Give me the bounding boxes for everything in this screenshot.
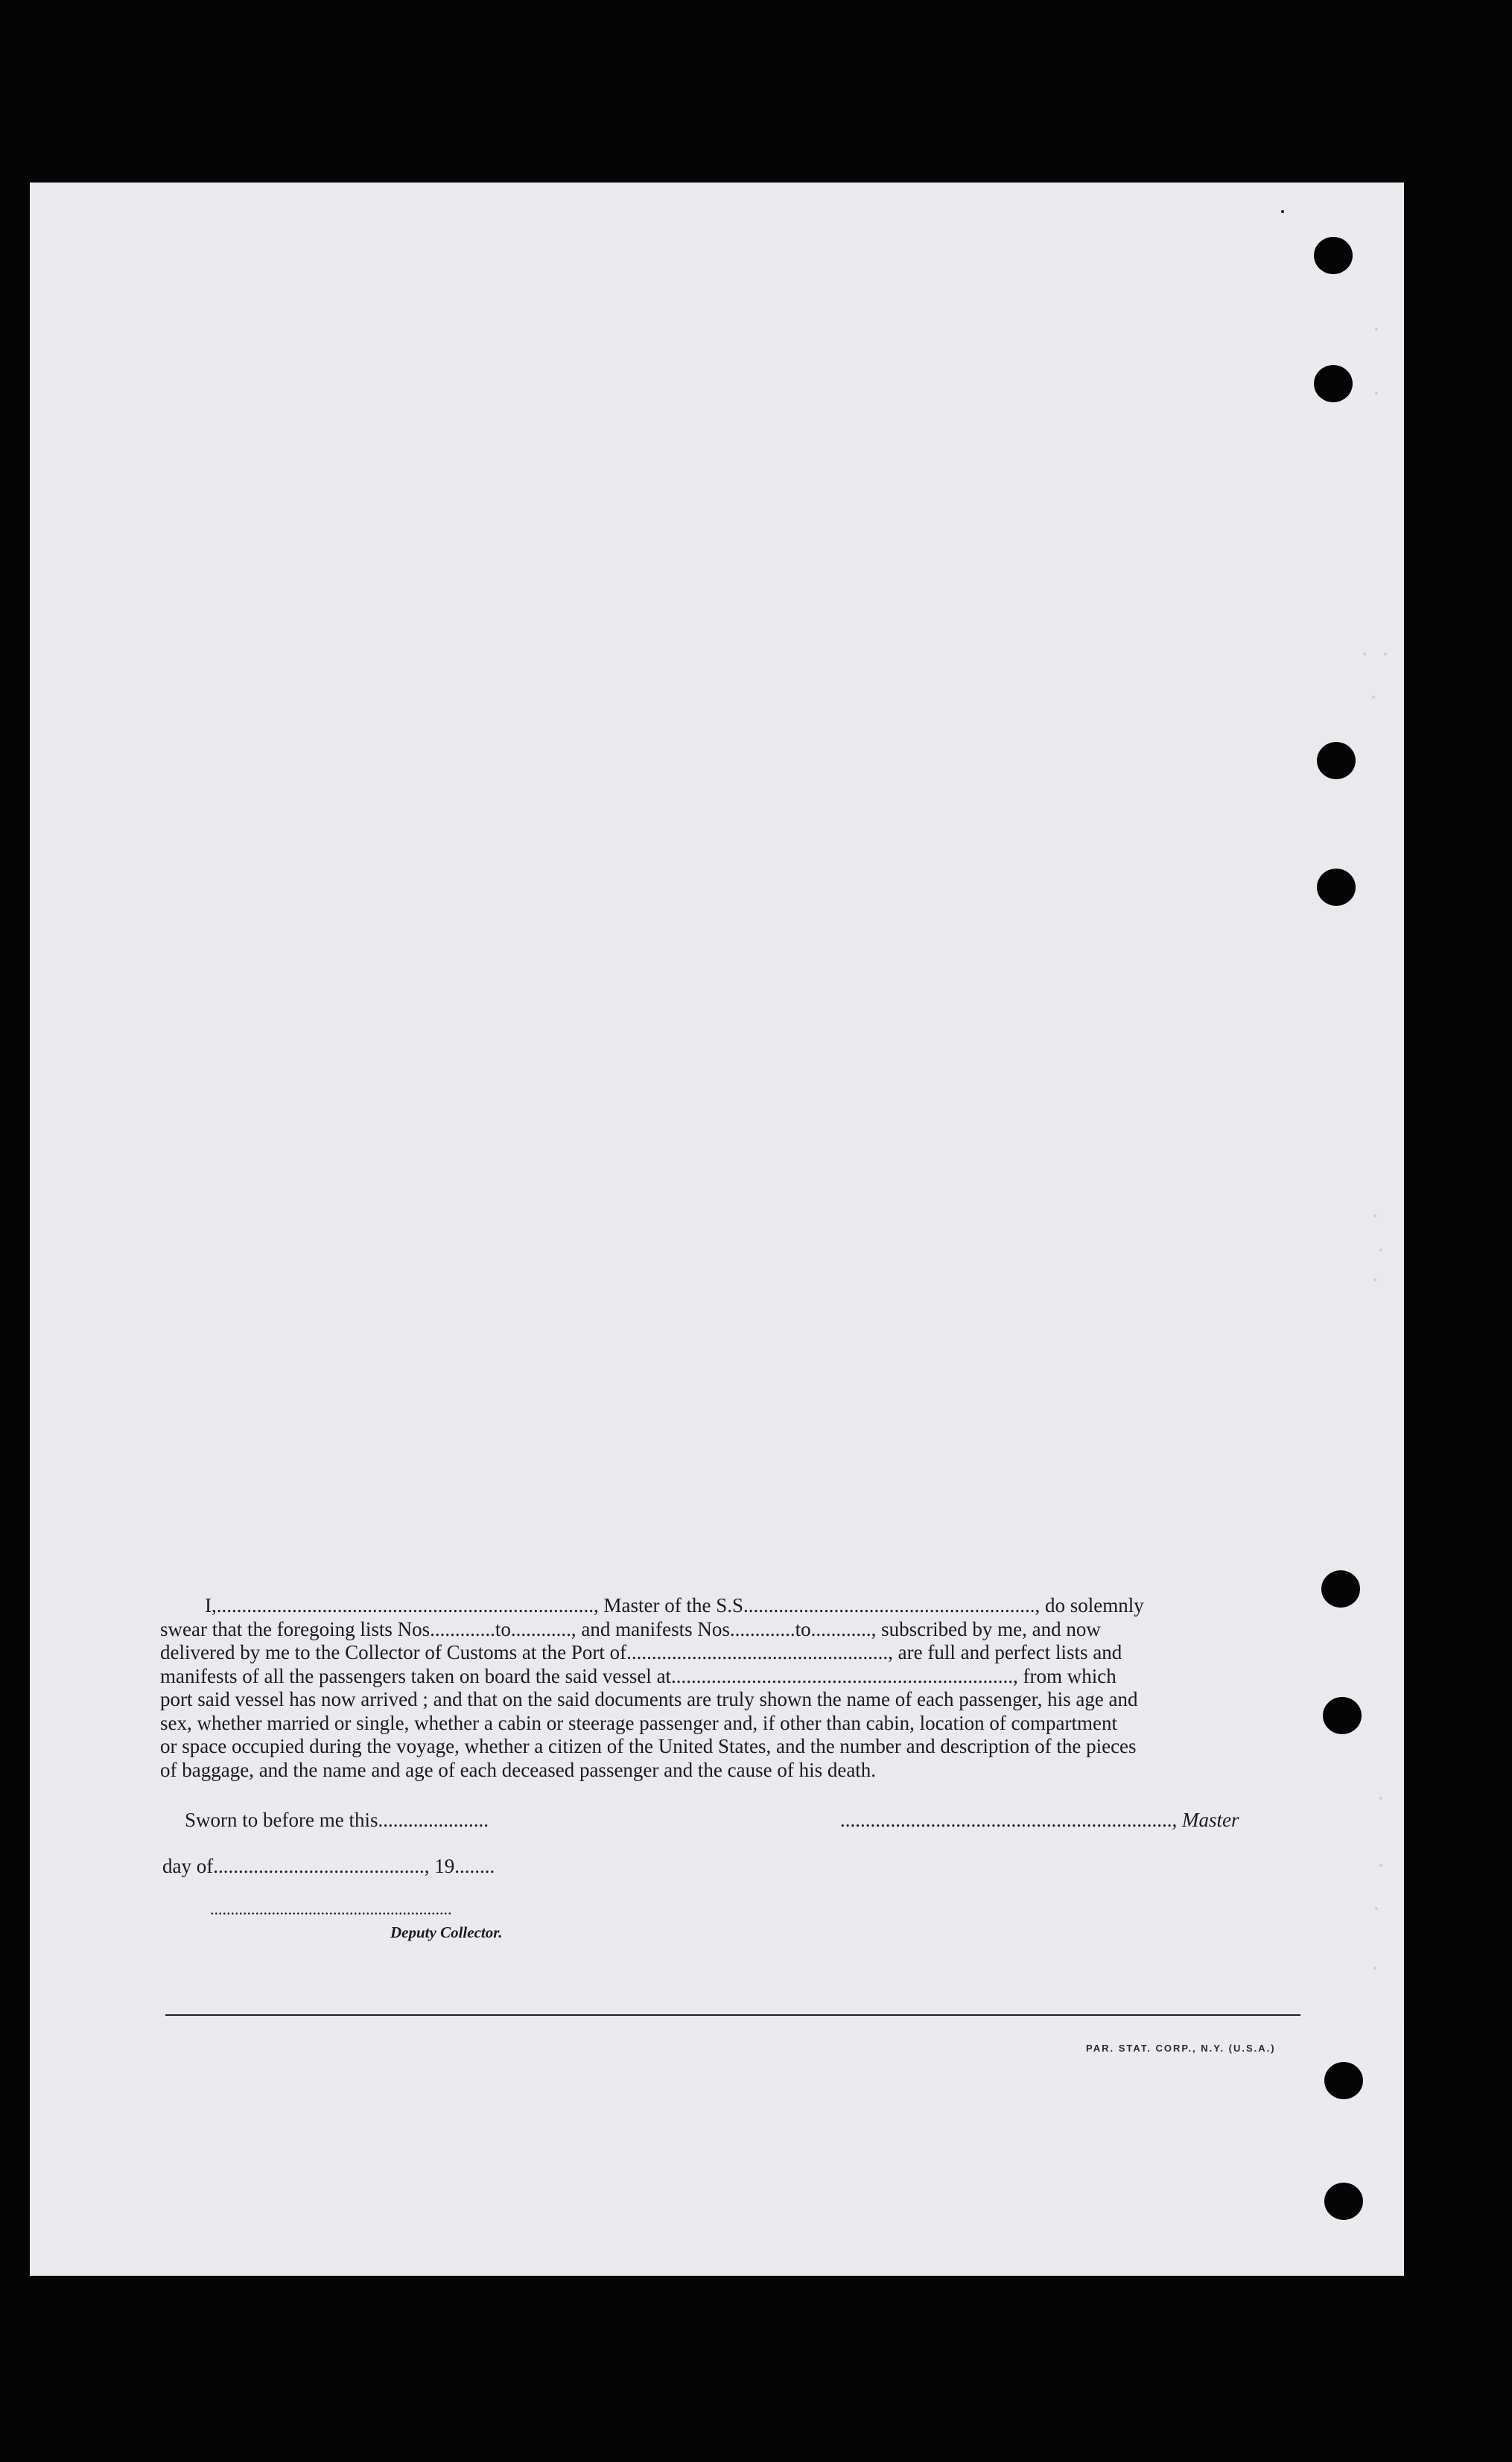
deputy-collector-label: Deputy Collector.: [390, 1923, 503, 1941]
bottom-rule: [165, 2014, 1300, 2016]
punch-hole: [1314, 237, 1353, 274]
oath-line: [160, 1641, 1300, 1665]
dust-speck: [1379, 1249, 1382, 1251]
printer-imprint: PAR. STAT. CORP., N.Y. (U.S.A.): [1086, 2043, 1276, 2054]
oath-line-text: or space occupied during the voyage, whether a citizen of the United States, and the number and description of the pieces: [160, 1735, 1137, 1757]
punch-hole: [1314, 365, 1353, 402]
punch-hole: [1321, 1570, 1360, 1608]
oath-line: [160, 1712, 1300, 1736]
oath-line-text: I,..........................................................................., Master of the S.S.........................................................., do solemnly: [205, 1594, 1144, 1617]
dust-speck: [1384, 653, 1387, 656]
dust-speck: [1375, 392, 1378, 395]
oath-line-text: delivered by me to the Collector of Customs at the Port of...................................................., are full and perfect lists and: [160, 1641, 1122, 1663]
oath-paragraph: [160, 1594, 1300, 1782]
dust-speck: [1373, 1967, 1376, 1970]
oath-line: [160, 1735, 1300, 1759]
oath-line: [160, 1688, 1300, 1712]
punch-hole: [1324, 2062, 1363, 2099]
punch-hole: [1324, 2183, 1363, 2220]
oath-line-text: sex, whether married or single, whether a cabin or steerage passenger and, if other than cabin, location of compartment: [160, 1711, 1118, 1734]
document-page: [30, 183, 1404, 2276]
oath-line: [160, 1665, 1300, 1689]
master-label: , Master: [1172, 1809, 1239, 1831]
sworn-before-text: Sworn to before me this......................: [185, 1809, 489, 1831]
dust-speck: [1379, 1797, 1382, 1800]
oath-line: [160, 1759, 1300, 1783]
oath-line-text: port said vessel has now arrived ; and that on the said documents are truly shown the name of each passenger, his age and: [160, 1688, 1138, 1710]
dust-speck: [1372, 696, 1375, 699]
deputy-collector-signature-line: ...........................................................: [210, 1900, 452, 1918]
dust-speck: [1379, 1864, 1382, 1867]
master-signature-line: [840, 1809, 1239, 1832]
punch-hole: [1317, 742, 1356, 779]
oath-line: [160, 1618, 1300, 1642]
dust-speck: [1281, 210, 1284, 213]
day-of-text: day of.........................................., 19........: [162, 1855, 495, 1877]
oath-line-text: swear that the foregoing lists Nos.............to............, and manifests Nos.............to............, subscribed by me, and now: [160, 1617, 1101, 1640]
dust-speck: [1373, 1214, 1376, 1217]
punch-hole: [1317, 869, 1356, 906]
oath-line-text: manifests of all the passengers taken on board the said vessel at...................................................................., from which: [160, 1664, 1116, 1687]
punch-hole: [1323, 1697, 1362, 1734]
oath-line-text: of baggage, and the name and age of each deceased passenger and the cause of his death.: [160, 1758, 877, 1781]
dust-speck: [1375, 328, 1378, 331]
dust-speck: [1375, 1907, 1378, 1910]
oath-line: [160, 1594, 1300, 1618]
master-signature-dots: ..................................................................: [840, 1809, 1172, 1831]
dust-speck: [1363, 653, 1366, 656]
dust-speck: [1373, 1278, 1376, 1281]
